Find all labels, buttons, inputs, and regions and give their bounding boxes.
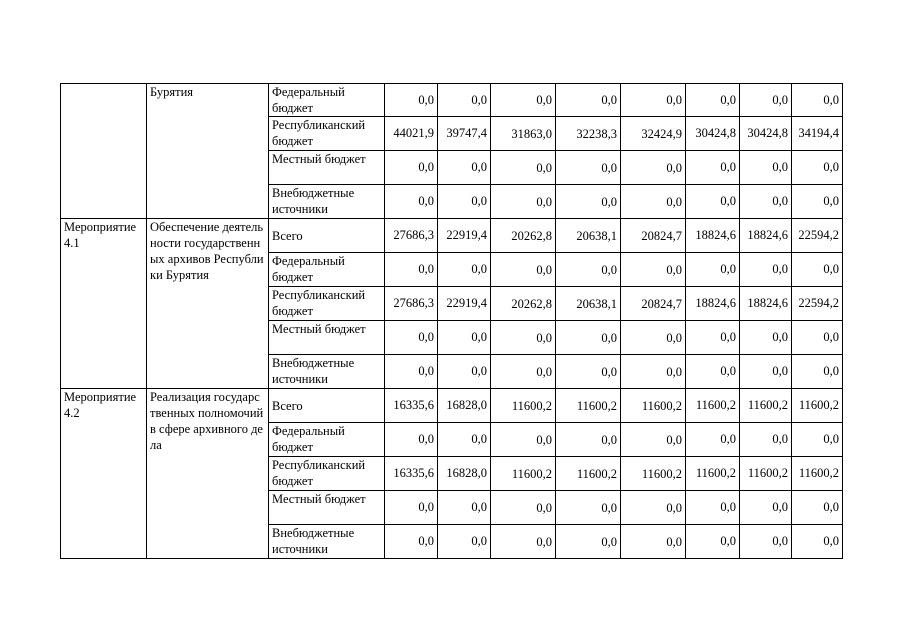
value-cell: 22594,2 [792, 219, 843, 253]
value-cell: 0,0 [556, 491, 621, 525]
value-cell: 0,0 [686, 151, 740, 185]
value-cell: 44021,9 [385, 117, 438, 151]
value-cell: 0,0 [556, 185, 621, 219]
value-cell: 0,0 [621, 491, 686, 525]
value-cell: 20638,1 [556, 219, 621, 253]
value-cell: 30424,8 [740, 117, 792, 151]
funding-source-cell: Федеральный бюджет [269, 84, 385, 117]
funding-source-cell: Всего [269, 389, 385, 423]
value-cell: 0,0 [686, 185, 740, 219]
value-cell: 0,0 [385, 185, 438, 219]
value-cell: 0,0 [621, 253, 686, 287]
value-cell: 39747,4 [438, 117, 491, 151]
value-cell: 0,0 [621, 355, 686, 389]
value-cell: 0,0 [792, 355, 843, 389]
value-cell: 34194,4 [792, 117, 843, 151]
value-cell: 0,0 [556, 321, 621, 355]
value-cell: 0,0 [385, 151, 438, 185]
value-cell: 20638,1 [556, 287, 621, 321]
value-cell: 0,0 [740, 423, 792, 457]
value-cell: 18824,6 [686, 219, 740, 253]
funding-source-cell: Внебюджетные источники [269, 185, 385, 219]
event-name-cell: Бурятия [147, 84, 269, 219]
value-cell: 0,0 [792, 491, 843, 525]
value-cell: 0,0 [385, 321, 438, 355]
value-cell: 0,0 [491, 355, 556, 389]
event-name-cell: Обеспечение деятельности государственных архивов Республики Бурятия [147, 219, 269, 389]
value-cell: 0,0 [491, 151, 556, 185]
value-cell: 0,0 [385, 253, 438, 287]
funding-source-cell: Федеральный бюджет [269, 423, 385, 457]
value-cell: 11600,2 [740, 389, 792, 423]
value-cell: 16335,6 [385, 389, 438, 423]
value-cell: 20262,8 [491, 219, 556, 253]
value-cell: 0,0 [556, 253, 621, 287]
funding-source-cell: Федеральный бюджет [269, 253, 385, 287]
value-cell: 20262,8 [491, 287, 556, 321]
value-cell: 22919,4 [438, 287, 491, 321]
value-cell: 0,0 [740, 84, 792, 117]
value-cell: 0,0 [491, 84, 556, 117]
value-cell: 0,0 [792, 151, 843, 185]
budget-table-page [60, 83, 843, 559]
budget-table [60, 83, 843, 559]
value-cell: 0,0 [621, 525, 686, 559]
value-cell: 0,0 [686, 84, 740, 117]
value-cell: 0,0 [438, 185, 491, 219]
value-cell: 0,0 [491, 321, 556, 355]
value-cell: 32238,3 [556, 117, 621, 151]
value-cell: 0,0 [491, 253, 556, 287]
value-cell: 0,0 [686, 321, 740, 355]
value-cell: 0,0 [740, 525, 792, 559]
value-cell: 11600,2 [491, 457, 556, 491]
value-cell: 11600,2 [491, 389, 556, 423]
value-cell: 0,0 [792, 423, 843, 457]
value-cell: 27686,3 [385, 219, 438, 253]
event-cell: Мероприятие 4.1 [61, 219, 147, 389]
value-cell: 0,0 [792, 185, 843, 219]
value-cell: 0,0 [686, 253, 740, 287]
value-cell: 0,0 [385, 525, 438, 559]
value-cell: 0,0 [385, 423, 438, 457]
value-cell: 0,0 [740, 321, 792, 355]
value-cell: 22919,4 [438, 219, 491, 253]
value-cell: 0,0 [740, 491, 792, 525]
value-cell: 0,0 [740, 185, 792, 219]
value-cell: 11600,2 [792, 457, 843, 491]
value-cell: 0,0 [385, 355, 438, 389]
table-row [61, 84, 843, 117]
value-cell: 20824,7 [621, 287, 686, 321]
value-cell: 0,0 [792, 525, 843, 559]
value-cell: 11600,2 [556, 457, 621, 491]
value-cell: 16828,0 [438, 389, 491, 423]
table-row [61, 219, 843, 253]
value-cell: 20824,7 [621, 219, 686, 253]
value-cell: 0,0 [556, 355, 621, 389]
funding-source-cell: Республиканский бюджет [269, 287, 385, 321]
value-cell: 18824,6 [740, 287, 792, 321]
event-name-cell: Реализация государственных полномочий в сфере архивного дела [147, 389, 269, 559]
value-cell: 27686,3 [385, 287, 438, 321]
value-cell: 11600,2 [740, 457, 792, 491]
value-cell: 0,0 [556, 84, 621, 117]
value-cell: 0,0 [686, 525, 740, 559]
value-cell: 0,0 [385, 491, 438, 525]
funding-source-cell: Республиканский бюджет [269, 117, 385, 151]
funding-source-cell: Внебюджетные источники [269, 355, 385, 389]
funding-source-cell: Местный бюджет [269, 321, 385, 355]
event-cell: Мероприятие 4.2 [61, 389, 147, 559]
value-cell: 0,0 [438, 253, 491, 287]
value-cell: 18824,6 [740, 219, 792, 253]
funding-source-cell: Республиканский бюджет [269, 457, 385, 491]
value-cell: 0,0 [621, 151, 686, 185]
funding-source-cell: Внебюджетные источники [269, 525, 385, 559]
value-cell: 0,0 [438, 491, 491, 525]
value-cell: 11600,2 [556, 389, 621, 423]
value-cell: 22594,2 [792, 287, 843, 321]
value-cell: 11600,2 [792, 389, 843, 423]
value-cell: 0,0 [686, 491, 740, 525]
value-cell: 0,0 [621, 321, 686, 355]
value-cell: 0,0 [438, 525, 491, 559]
value-cell: 0,0 [686, 423, 740, 457]
value-cell: 0,0 [438, 151, 491, 185]
value-cell: 0,0 [491, 525, 556, 559]
funding-source-cell: Всего [269, 219, 385, 253]
value-cell: 11600,2 [686, 389, 740, 423]
value-cell: 0,0 [621, 423, 686, 457]
value-cell: 0,0 [740, 355, 792, 389]
value-cell: 11600,2 [686, 457, 740, 491]
value-cell: 0,0 [621, 84, 686, 117]
value-cell: 0,0 [438, 355, 491, 389]
value-cell: 0,0 [686, 355, 740, 389]
value-cell: 30424,8 [686, 117, 740, 151]
value-cell: 0,0 [792, 253, 843, 287]
value-cell: 0,0 [621, 185, 686, 219]
value-cell: 11600,2 [621, 457, 686, 491]
value-cell: 16828,0 [438, 457, 491, 491]
value-cell: 0,0 [385, 84, 438, 117]
funding-source-cell: Местный бюджет [269, 151, 385, 185]
value-cell: 0,0 [491, 491, 556, 525]
value-cell: 0,0 [556, 423, 621, 457]
value-cell: 0,0 [438, 423, 491, 457]
value-cell: 0,0 [438, 321, 491, 355]
value-cell: 0,0 [491, 185, 556, 219]
event-cell [61, 84, 147, 219]
value-cell: 0,0 [740, 253, 792, 287]
value-cell: 0,0 [491, 423, 556, 457]
funding-source-cell: Местный бюджет [269, 491, 385, 525]
value-cell: 32424,9 [621, 117, 686, 151]
value-cell: 0,0 [438, 84, 491, 117]
value-cell: 31863,0 [491, 117, 556, 151]
value-cell: 0,0 [792, 321, 843, 355]
value-cell: 18824,6 [686, 287, 740, 321]
value-cell: 11600,2 [621, 389, 686, 423]
value-cell: 16335,6 [385, 457, 438, 491]
value-cell: 0,0 [740, 151, 792, 185]
table-row [61, 389, 843, 423]
value-cell: 0,0 [556, 151, 621, 185]
value-cell: 0,0 [792, 84, 843, 117]
value-cell: 0,0 [556, 525, 621, 559]
